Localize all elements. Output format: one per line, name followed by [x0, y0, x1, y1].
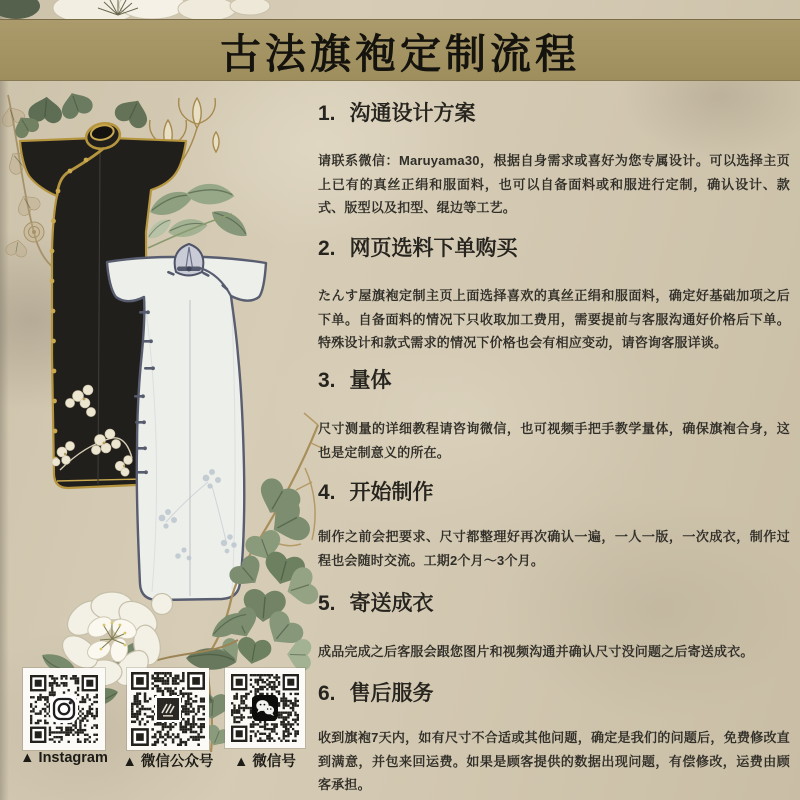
step-title: 网页选料下单购买	[349, 237, 518, 260]
page-title: 古法旗袍定制流程	[220, 30, 580, 77]
step-number: 5.	[318, 592, 336, 615]
wechat-icon	[252, 695, 278, 721]
step-title: 开始制作	[349, 481, 434, 504]
step-heading	[318, 97, 790, 127]
step-3-body: 尺寸测量的详细教程请咨询微信，也可视频手把手教学量体，确保旗袍合身，这也是定制意义的所在。	[318, 421, 790, 460]
step-1-body: 请联系微信：Maruyama30，根据自身需求或喜好为您专属设计。可以选择主页上已有的真丝正绢和服面料，也可以自备面料或和服进行定制，确认设计、款式、版型以及扣型、绲边等工艺。	[318, 153, 790, 215]
step-4	[318, 476, 790, 506]
step-1	[318, 97, 790, 127]
step-title: 沟通设计方案	[349, 102, 476, 125]
qr-label-wechat-official: ▲ 微信公众号	[122, 754, 214, 770]
step-number: 6.	[318, 682, 336, 705]
step-heading	[318, 476, 790, 506]
step-heading	[318, 232, 790, 262]
step-3	[318, 364, 790, 394]
process-steps	[318, 0, 790, 800]
step-number: 2.	[318, 237, 336, 260]
qr-card-wechat	[225, 668, 305, 748]
qr-label-wechat: ▲ 微信号	[234, 754, 296, 770]
step-5-body: 成品完成之后客服会跟您图片和视频沟通并确认尺寸没问题之后寄送成衣。	[318, 644, 754, 659]
instagram-icon	[49, 694, 79, 724]
step-number: 3.	[318, 369, 336, 392]
step-heading	[318, 587, 790, 617]
step-4-body: 制作之前会把要求、尺寸都整理好再次确认一遍，一人一版，一次成衣，制作过程也会随时交流。工期2个月～3个月。	[318, 529, 790, 568]
step-2	[318, 232, 790, 262]
step-6-body: 收到旗袍7天内，如有尺寸不合适或其他问题，确定是我们的问题后，免费修改直到满意，并包来回运费。如果是顾客提供的数据出现问题，有偿修改，运费由顾客承担。	[318, 730, 790, 792]
qr-card-wechat-official	[127, 668, 209, 750]
floral-behind-shoulders	[10, 88, 154, 141]
step-title: 售后服务	[349, 682, 434, 705]
qr-label-instagram: ▲ Instagram	[20, 750, 108, 766]
floral-leaf-cluster	[144, 180, 252, 248]
step-6	[318, 677, 790, 707]
step-title: 量体	[349, 369, 392, 392]
step-heading	[318, 677, 790, 707]
wechat-official-account-icon	[155, 696, 181, 722]
step-5	[318, 587, 790, 617]
step-2-body: たんす屋旗袍定制主页上面选择喜欢的真丝正绢和服面料，确定好基础加项之后下单。自备面料的情况下只收取加工费用，需要提前与客服沟通好价格后下单。特殊设计和款式需求的情况下价格也会有相应变动，请咨询客服详谈。	[318, 288, 790, 350]
step-title: 寄送成衣	[349, 592, 434, 615]
step-number: 4.	[318, 481, 336, 504]
step-number: 1.	[318, 102, 336, 125]
qr-card-instagram	[23, 668, 105, 750]
step-heading	[318, 364, 790, 394]
